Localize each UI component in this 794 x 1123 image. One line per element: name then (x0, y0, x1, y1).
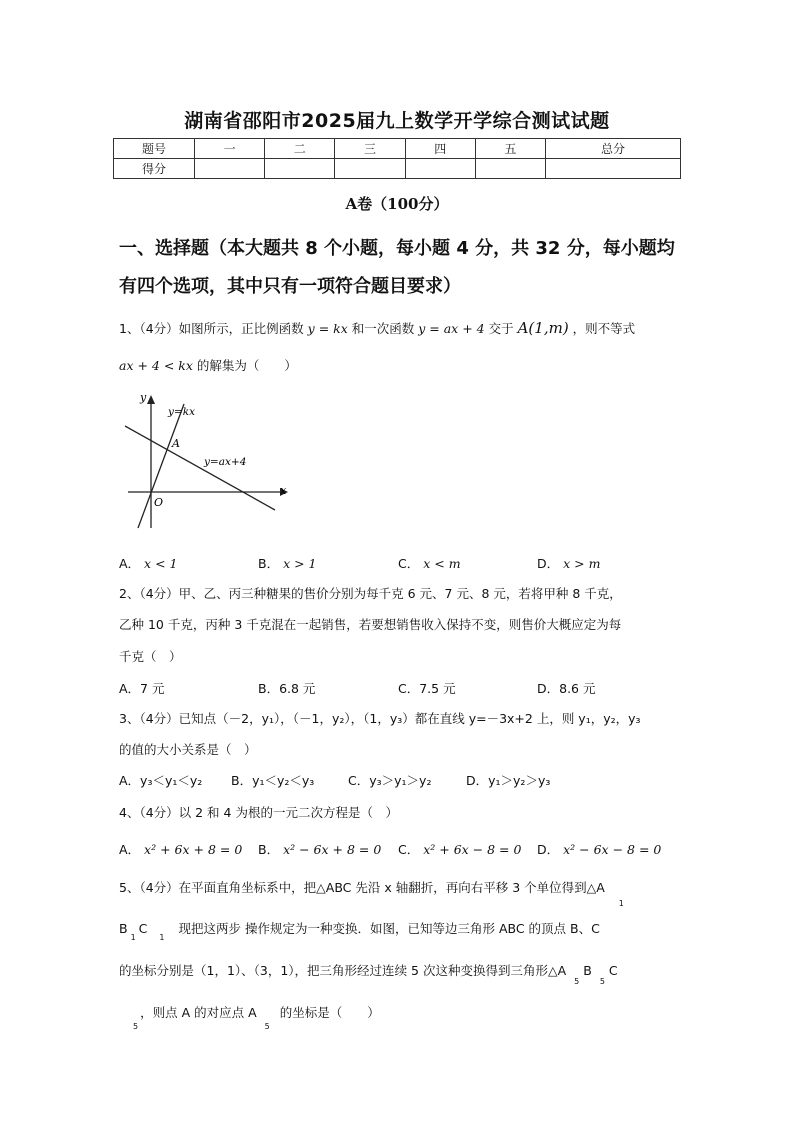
q5-line1: 5、（4分）在平面直角坐标系中，把△ABC 先沿 x 轴翻折，再向右平移 3 个单位得到$\triangle A_1$ (119, 880, 624, 908)
q1-option-c: C． x < m (398, 556, 461, 571)
q5-line2: $B_1C_1$现把这两步 操作规定为一种变换．如图，已知等边三角形 ABC 的顶点 B、C (119, 921, 600, 942)
score-cell (335, 159, 405, 179)
q4-option-d: D． x² − 6x − 8 = 0 (537, 842, 662, 857)
label-line-ax4: y=ax+4 (204, 456, 247, 468)
q1-option-a: A． x < 1 (119, 556, 178, 571)
volume-heading: A卷（100分） (345, 195, 449, 213)
q2-line2: 乙种 10 千克，丙种 3 千克混在一起销售，若要想销售收入保持不变，则售价大概应定为每 (119, 617, 622, 632)
score-header-cell: 四 (405, 139, 475, 159)
page-title: 湖南省邵阳市2025届九上数学开学综合测试试题 (184, 110, 610, 132)
q3-option-d: D．y₁＞y₂＞y₃ (466, 773, 551, 788)
score-cell (546, 159, 681, 179)
q1-text: ，则不等式 (572, 321, 636, 336)
label-point-a: A (172, 437, 180, 450)
score-header-cell: 五 (475, 139, 545, 159)
q4-option-a: A． x² + 6x + 8 = 0 (119, 842, 243, 857)
label-line-kx: y=kx (168, 406, 196, 418)
q1-option-d: D． x > m (537, 556, 601, 571)
q2-option-b: B．6.8 元 (258, 681, 316, 696)
q1-line2 (119, 356, 297, 374)
q5-line3: 的坐标分别是（1，1）、（3，1），把三角形经过连续 5 次这种变换得到三角形$\triangle A_5B_5C$ (119, 963, 618, 986)
q2-option-d: D．8.6 元 (537, 681, 596, 696)
q2-line1: 2、（4分）甲、乙、丙三种糖果的售价分别为每千克 6 元、7 元、8 元，若将甲种 8 千克， (119, 586, 622, 601)
section-heading-line1: 一、选择题（本大题共 8 个小题，每小题 4 分，共 32 分，每小题均 (119, 238, 675, 259)
q3-line2: 的值的大小关系是（ ） (119, 742, 257, 757)
q3-option-b: B．y₁＜y₂＜y₃ (231, 773, 315, 788)
q1-option-b: B． x > 1 (258, 556, 317, 571)
line-y-kx (138, 404, 184, 528)
score-cell (195, 159, 265, 179)
score-header-cell: 总分 (546, 139, 681, 159)
q1-inequality: ax + 4 < kx (119, 358, 193, 373)
score-header-cell: 题号 (114, 139, 195, 159)
q5-line4: $_5$，则点 A 的对应点 $A_5$的坐标是（ ） (133, 1005, 380, 1031)
q1-text: 交于 (488, 321, 514, 336)
label-y: y (140, 391, 147, 404)
q4-option-c: C． x² + 6x − 8 = 0 (398, 842, 522, 857)
score-cell (405, 159, 475, 179)
score-table (113, 138, 681, 179)
q4-option-b: B． x² − 6x + 8 = 0 (258, 842, 382, 857)
q1-text: 1、（4分）如图所示，正比例函数 (119, 321, 304, 336)
q3-option-c: C．y₃＞y₁＞y₂ (348, 773, 432, 788)
line-y-ax4 (125, 426, 275, 510)
label-origin: O (154, 496, 164, 509)
q2-line3: 千克（ ） (119, 649, 182, 664)
score-row-label: 得分 (114, 159, 195, 179)
score-cell (475, 159, 545, 179)
q1-text: 和一次函数 (351, 321, 415, 336)
score-header-cell: 二 (265, 139, 335, 159)
q1-text: 的解集为（ ） (196, 358, 297, 373)
label-x: x (280, 484, 287, 497)
score-header-cell: 一 (195, 139, 265, 159)
q4-line1: 4、（4分）以 2 和 4 为根的一元二次方程是（ ） (119, 805, 398, 820)
q1-line1 (119, 319, 635, 337)
q1-graph (118, 388, 298, 536)
q1-eq-kx: y = kx (307, 321, 348, 336)
q1-point: A(1,m) (517, 319, 569, 337)
q2-option-a: A．7 元 (119, 681, 165, 696)
q1-eq-ax4: y = ax + 4 (418, 321, 485, 336)
score-cell (265, 159, 335, 179)
y-axis-arrow (147, 395, 155, 404)
q3-line1: 3、（4分）已知点（－2，y₁），（－1，y₂），（1，y₃）都在直线 y=－3x+2 上，则 y₁，y₂，y₃ (119, 711, 641, 726)
q3-option-a: A．y₃＜y₁＜y₂ (119, 773, 203, 788)
section-heading-line2: 有四个选项，其中只有一项符合题目要求） (119, 276, 461, 297)
q2-option-c: C．7.5 元 (398, 681, 456, 696)
score-header-cell: 三 (335, 139, 405, 159)
score-table-header-row (114, 139, 681, 159)
score-table-score-row (114, 159, 681, 179)
